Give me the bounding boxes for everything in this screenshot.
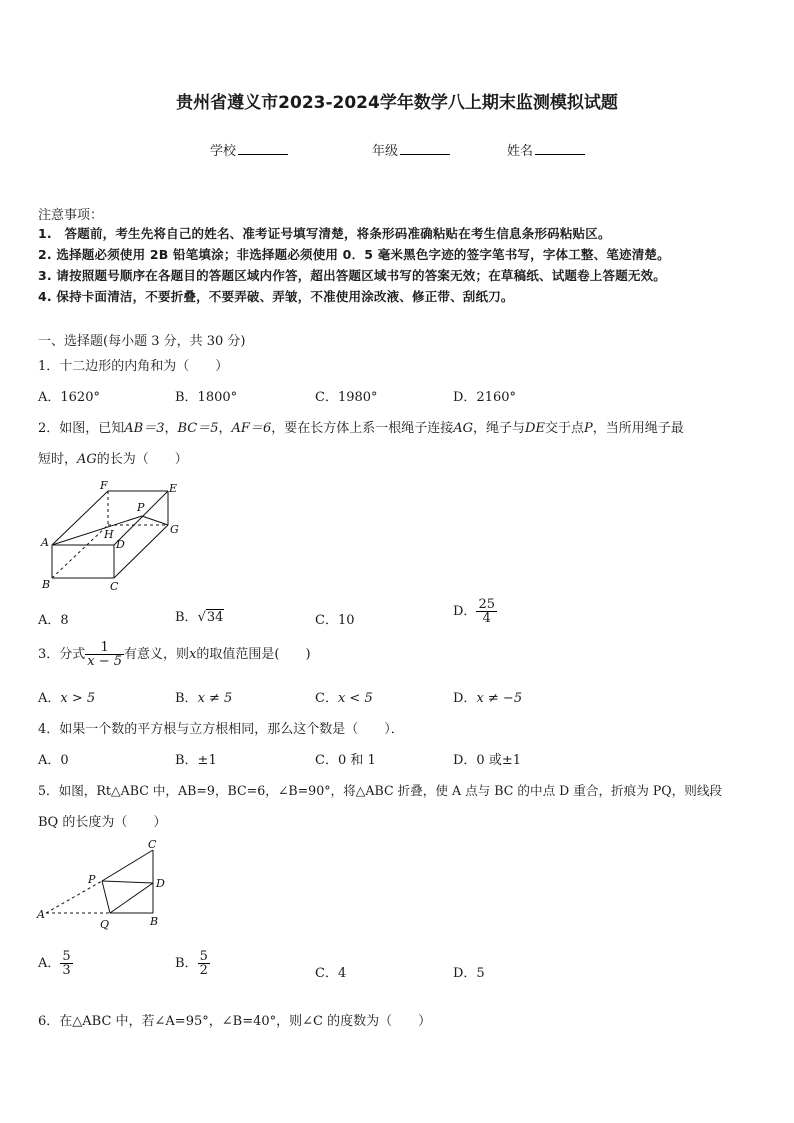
q3-option-expr: x > 5 xyxy=(60,691,96,706)
q5-stem-line1: 5．如图，Rt△ABC 中，AB=9，BC=6，∠B=90°，将△ABC 折叠，使 A 点与 BC 的中点 D 重合，折痕为 PQ，则线段 xyxy=(38,783,723,798)
q1-stem: 1．十二边形的内角和为（ ） xyxy=(38,359,229,374)
label-f: F xyxy=(100,479,108,492)
label-q: Q xyxy=(100,918,110,930)
sqrt-expression xyxy=(198,610,225,625)
q1-option-c: C．1980° xyxy=(315,390,378,405)
q3-option-label: B． xyxy=(175,691,198,706)
label-c: C xyxy=(110,580,119,593)
q4-option-c: C．0 和 1 xyxy=(315,753,376,768)
crease-pq xyxy=(102,881,110,913)
note-item: 4. 保持卡面清洁，不要折叠，不要弄破、弄皱，不准使用涂改液、修正带、刮纸刀。 xyxy=(38,289,514,304)
section-heading: 一、选择题(每小题 3 分，共 30 分) xyxy=(38,334,246,349)
q4-stem: 4．如果一个数的平方根与立方根相同，那么这个数是（ ）． xyxy=(38,722,404,737)
notes-heading: 注意事项： xyxy=(38,208,104,223)
q2-option-b-label: B． xyxy=(175,610,198,625)
q5-stem-line2: BQ 的长度为（ ） xyxy=(38,815,167,830)
q5-option-b-label: B． xyxy=(175,956,198,971)
q1-option-b: B．1800° xyxy=(175,390,238,405)
q2-text: ，当所用绳子最 xyxy=(592,421,684,436)
q5-option-d: D．5 xyxy=(453,966,485,981)
q5-option-a xyxy=(38,950,73,977)
q3-text: 的取值范围是( ) xyxy=(196,647,311,662)
q3-text: 3．分式 xyxy=(38,647,86,662)
q2-bc: BC＝5 xyxy=(177,421,219,436)
grade-blank xyxy=(400,142,450,155)
side-cp xyxy=(102,850,153,881)
page-title: 贵州省遵义市2023-2024学年数学八上期末监测模拟试题 xyxy=(176,93,618,113)
q2-text: ，绳子与 xyxy=(473,421,526,436)
q2-stem-line1 xyxy=(38,417,684,436)
q3-option-expr: x ≠ 5 xyxy=(197,691,233,706)
label-d: D xyxy=(116,538,125,551)
label-h: H xyxy=(104,528,114,541)
label-a: A xyxy=(37,908,45,921)
q3-option-label: A． xyxy=(38,691,61,706)
fraction xyxy=(476,598,497,625)
name-field xyxy=(507,140,585,159)
q3-option-b xyxy=(175,687,232,706)
q2-text: 2．如图，已知 xyxy=(38,421,125,436)
name-blank xyxy=(535,142,585,155)
label-d: D xyxy=(156,877,165,890)
edge-af xyxy=(52,491,108,545)
fold-qd xyxy=(110,883,153,913)
label-p: P xyxy=(137,501,145,514)
q2-sep: ， xyxy=(218,421,232,436)
label-p: P xyxy=(88,873,96,886)
q4-option-b: B．±1 xyxy=(175,753,217,768)
fold-pd xyxy=(102,881,153,883)
q2-de: DE xyxy=(525,421,545,436)
q2-sep: ， xyxy=(164,421,178,436)
label-b: B xyxy=(150,915,159,928)
q3-option-a xyxy=(38,687,95,706)
name-label: 姓名 xyxy=(507,144,534,159)
numerator: 1 xyxy=(85,641,124,655)
q3-stem xyxy=(38,641,311,668)
q2-option-c: C．10 xyxy=(315,613,355,628)
q2-text: ，要在长方体上系一根绳子连接 xyxy=(271,421,454,436)
q1-option-a: A．1620° xyxy=(38,390,100,405)
cuboid-figure xyxy=(30,478,190,596)
q1-option-d: D．2160° xyxy=(453,390,517,405)
label-b: B xyxy=(42,578,51,591)
numerator: 5 xyxy=(62,949,71,964)
denominator: 3 xyxy=(62,963,71,978)
denominator: 4 xyxy=(482,611,491,626)
edge-de xyxy=(114,491,168,545)
edge-cg xyxy=(114,525,168,578)
q5-option-b xyxy=(175,950,210,977)
fraction xyxy=(198,950,210,977)
q2-ag: AG xyxy=(77,452,97,467)
q2-af: AF＝6 xyxy=(231,421,272,436)
grade-label: 年级 xyxy=(372,144,399,159)
denominator: x − 5 xyxy=(87,654,123,669)
q4-option-a: A．0 xyxy=(38,753,69,768)
q2-option-a: A．8 xyxy=(38,613,69,628)
school-field xyxy=(210,140,288,159)
note-item: 1. 答题前，考生先将自己的姓名、准考证号填写清楚，将条形码准确粘贴在考生信息条形码粘贴区。 xyxy=(38,226,611,241)
q3-option-expr: x ≠ −5 xyxy=(476,691,523,706)
q2-text: 交于点 xyxy=(544,421,584,436)
q6-stem: 6．在△ABC 中，若∠A=95°，∠B=40°，则∠C 的度数为（ ） xyxy=(38,1014,432,1029)
q3-option-label: C． xyxy=(315,691,338,706)
q2-ab: AB＝3 xyxy=(124,421,165,436)
note-item: 3. 请按照题号顺序在各题目的答题区域内作答，超出答题区域书写的答案无效；在草稿纸、试题卷上答题无效。 xyxy=(38,268,666,283)
q4-option-d: D．0 或±1 xyxy=(453,753,521,768)
q2-ag: AG xyxy=(453,421,474,436)
fraction xyxy=(85,641,124,668)
school-label: 学校 xyxy=(210,144,237,159)
q3-variable: x xyxy=(189,647,197,662)
label-e: E xyxy=(169,482,178,495)
label-a: A xyxy=(41,536,49,549)
numerator: 5 xyxy=(199,949,208,964)
q2-option-d-label: D． xyxy=(453,604,477,619)
q2-option-b xyxy=(175,606,224,625)
q3-text: 有意义，则 xyxy=(124,647,190,662)
q2-text: 的长为（ ） xyxy=(96,452,188,467)
numerator: 25 xyxy=(478,597,495,612)
q2-point: P xyxy=(583,421,593,436)
q5-option-a-label: A． xyxy=(38,956,61,971)
q3-option-label: D． xyxy=(453,691,477,706)
rope-pg xyxy=(142,516,168,525)
q3-option-expr: x < 5 xyxy=(337,691,373,706)
q2-option-d xyxy=(453,598,497,625)
q3-option-c xyxy=(315,687,373,706)
label-c: C xyxy=(148,838,157,851)
radical-sign: √ xyxy=(197,610,206,625)
q2-stem-line2 xyxy=(38,448,188,467)
grade-field xyxy=(372,140,450,159)
denominator: 2 xyxy=(199,963,208,978)
q3-option-d xyxy=(453,687,522,706)
note-item: 2. 选择题必须使用 2B 铅笔填涂；非选择题必须使用 0．5 毫米黑色字迹的签字笔书写，字体工整、笔迹清楚。 xyxy=(38,247,670,262)
fraction xyxy=(60,950,72,977)
hidden-edge-bh xyxy=(52,525,108,578)
school-blank xyxy=(238,142,288,155)
q2-text: 短时， xyxy=(38,452,78,467)
radicand: 34 xyxy=(206,610,224,625)
label-g: G xyxy=(170,523,179,536)
triangle-fold-figure xyxy=(30,838,180,930)
q5-option-c: C．4 xyxy=(315,966,347,981)
